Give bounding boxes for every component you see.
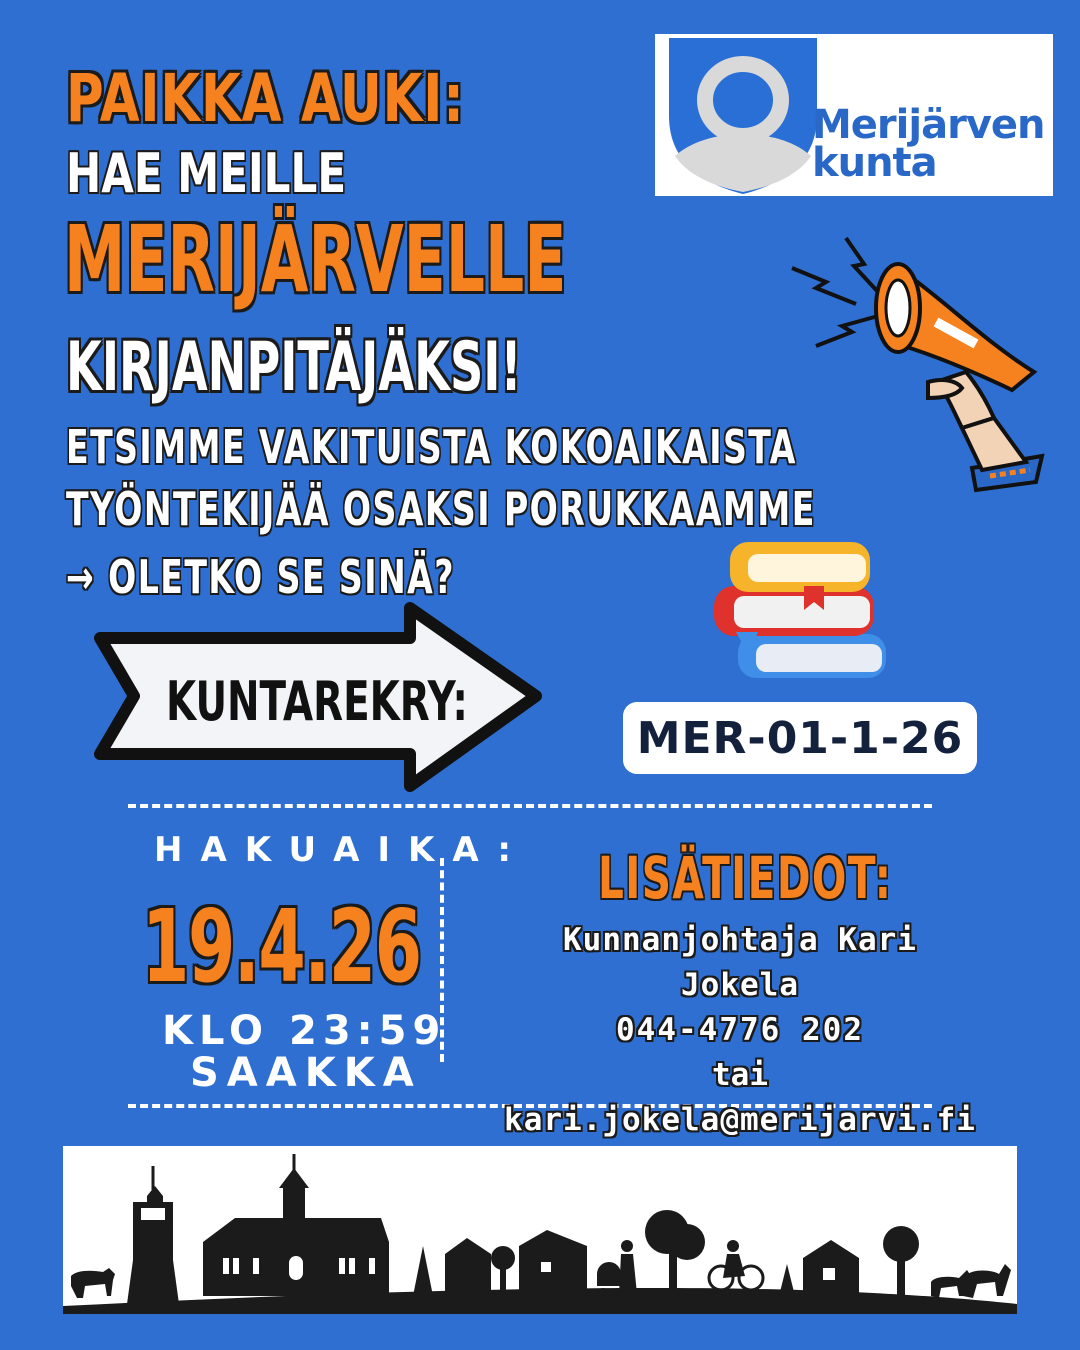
contact-or: tai: [712, 1057, 768, 1093]
headline-tyontekijaa: TYÖNTEKIJÄÄ OSAKSI PORUKKAAMME: [66, 482, 816, 536]
logo-panel: [655, 34, 1053, 196]
coat-of-arms-icon: [665, 34, 825, 196]
divider-top: [128, 804, 932, 808]
headline-etsimme: ETSIMME VAKITUISTA KOKOAIKAISTA: [66, 420, 797, 474]
contact-heading: LISÄTIEDOT:: [598, 844, 893, 912]
books-icon: [708, 536, 892, 702]
footer-panel: [63, 1146, 1017, 1314]
headline-merijarvelle: MERIJÄRVELLE: [64, 206, 567, 313]
contact-phone[interactable]: 044-4776 202: [616, 1012, 864, 1048]
village-silhouette: [63, 1146, 1017, 1314]
headline-oletko: → OLETKO SE SINÄ?: [66, 550, 455, 604]
deadline-until: SAAKKA: [190, 1050, 422, 1096]
contact-email[interactable]: kari.jokela@merijarvi.fi: [504, 1102, 976, 1138]
logo-text-line2: kunta: [812, 140, 937, 186]
deadline-time: KLO 23:59: [162, 1008, 447, 1054]
headline-hae-meille: HAE MEILLE: [66, 142, 347, 205]
kuntarekry-code-box: [623, 702, 977, 774]
deadline-date: 19.4.26: [142, 888, 421, 1005]
kuntarekry-code: MER-01-1-26: [636, 712, 964, 764]
deadline-label: HAKUAIKA:: [154, 830, 529, 870]
headline-kirjanpitajaksi: KIRJANPITÄJÄKSI!: [66, 328, 522, 407]
megaphone-icon: [786, 232, 1050, 496]
headline-paikka-auki: PAIKKA AUKI:: [66, 60, 465, 137]
contact-name: Kunnanjohtaja Kari Jokela: [563, 922, 917, 1003]
logo-text-line1: Merijärven: [812, 102, 1045, 148]
kuntarekry-label: KUNTAREKRY:: [166, 670, 468, 733]
